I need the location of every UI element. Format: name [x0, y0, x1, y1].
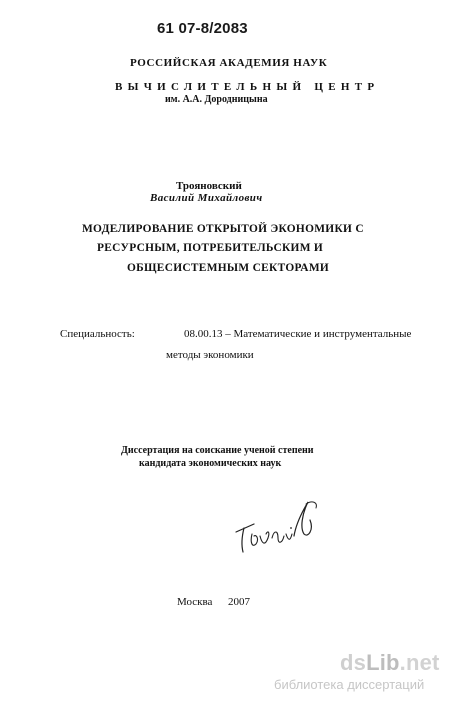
- handwritten-signature: [232, 494, 322, 554]
- thesis-title-line-1: МОДЕЛИРОВАНИЕ ОТКРЫТОЙ ЭКОНОМИКИ С: [82, 223, 364, 235]
- publication-city: Москва: [177, 596, 213, 608]
- computing-center-named-after: им. А.А. Дородницына: [165, 94, 268, 105]
- archive-code: 61 07-8/2083: [157, 20, 248, 37]
- thesis-title-line-3: ОБЩЕСИСТЕМНЫМ СЕКТОРАМИ: [127, 262, 330, 274]
- computing-center-name: ВЫЧИСЛИТЕЛЬНЫЙ ЦЕНТР: [115, 81, 380, 93]
- specialty-continuation: методы экономики: [166, 349, 254, 361]
- thesis-title-line-2: РЕСУРСНЫМ, ПОТРЕБИТЕЛЬСКИМ И: [97, 242, 324, 254]
- dslib-watermark-logo: [340, 650, 440, 676]
- specialty-value: 08.00.13 – Математические и инструментальные: [184, 328, 412, 340]
- watermark-logo-part-net: .net: [399, 650, 440, 675]
- author-last-name: Трояновский: [176, 180, 242, 192]
- organization-name: РОССИЙСКАЯ АКАДЕМИЯ НАУК: [130, 57, 328, 69]
- publication-year: 2007: [228, 596, 250, 608]
- dissertation-degree-line-1: Диссертация на соискание ученой степени: [121, 445, 314, 456]
- watermark-logo-part-lib: Lib: [366, 650, 400, 675]
- watermark-subtitle: библиотека диссертаций: [274, 677, 425, 692]
- author-first-names: Василий Михайлович: [150, 192, 263, 204]
- dissertation-degree-line-2: кандидата экономических наук: [139, 458, 282, 469]
- watermark-logo-part-ds: ds: [340, 650, 367, 675]
- specialty-label: Специальность:: [60, 328, 135, 340]
